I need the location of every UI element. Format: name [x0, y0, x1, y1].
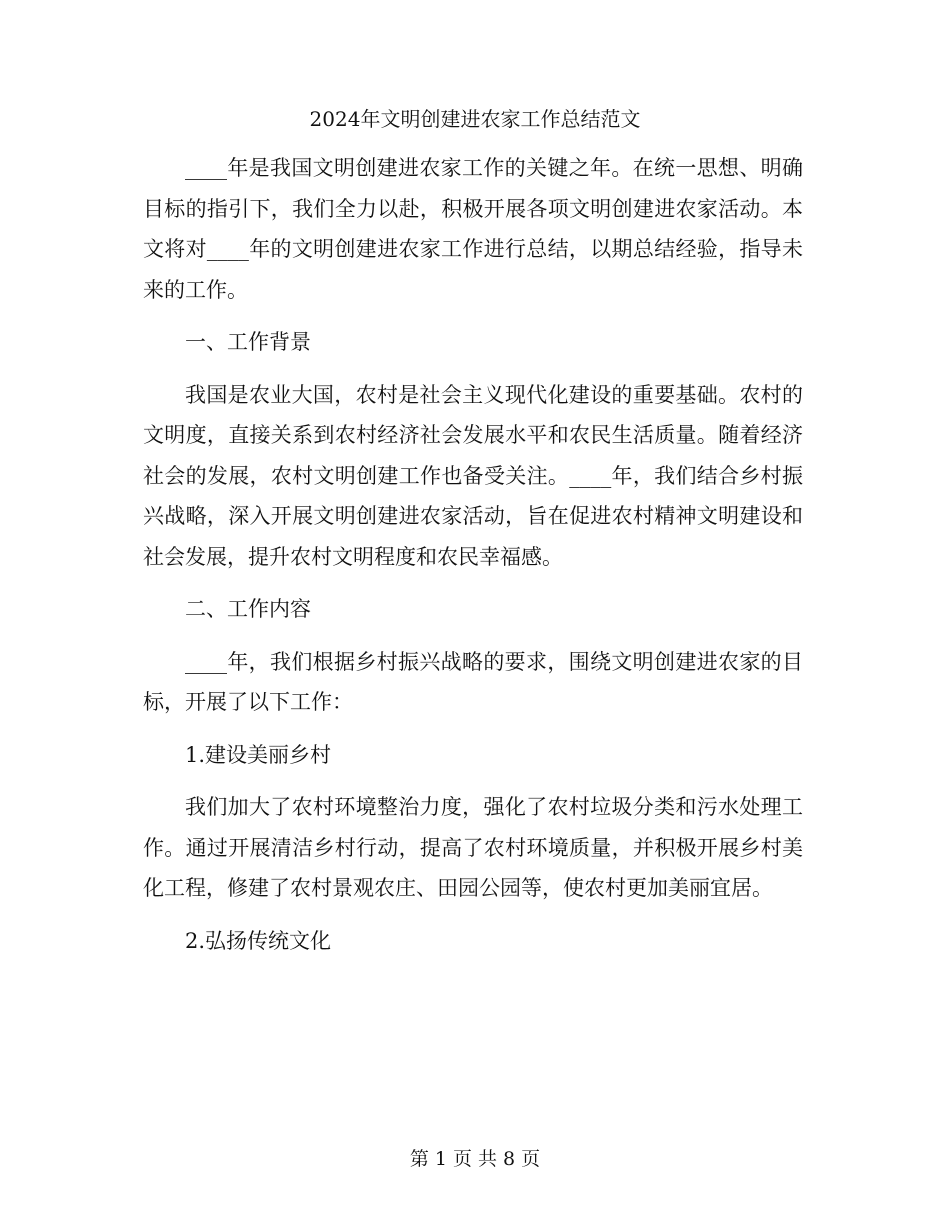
section-heading-background: 一、工作背景 [185, 330, 311, 354]
spacer [143, 630, 803, 642]
spacer [143, 909, 803, 921]
spacer [143, 723, 803, 735]
page-footer: 第 1 页 共 8 页 [409, 1148, 541, 1170]
intro-paragraph: ____年是我国文明创建进农家工作的关键之年。在统一思想、明确目标的指引下，我们全力以赴，积极开展各项文明创建进农家活动。本文将对____年的文明创建进农家工作进行总结，以期总结经验，指导未来的工作。 [143, 156, 803, 302]
beautiful-village-paragraph: 我们加大了农村环境整治力度，强化了农村垃圾分类和污水处理工作。通过开展清洁乡村行动，提高了农村环境质量，并积极开展乡村美化工程，修建了农村景观农庄、田园公园等，使农村更加美丽宜居。 [143, 795, 803, 900]
item-heading-beautiful-village: 1.建设美丽乡村 [185, 742, 332, 767]
item-heading-traditional-culture: 2.弘扬传统文化 [185, 928, 332, 953]
spacer [143, 363, 803, 375]
spacer [143, 775, 803, 787]
content-intro-paragraph: ____年，我们根据乡村振兴战略的要求，围绕文明创建进农家的目标，开展了以下工作： [143, 649, 803, 714]
document-title: 2024年文明创建进农家工作总结范文 [309, 107, 641, 131]
section-heading-content: 二、工作内容 [185, 597, 311, 621]
background-paragraph: 我国是农业大国，农村是社会主义现代化建设的重要基础。农村的文明度，直接关系到农村经济社会发展水平和农民生活质量。随着经济社会的发展，农村文明创建工作也备受关注。____年，我们结合乡村振兴战略，深入开展文明创建进农家活动，旨在促进农村精神文明建设和社会发展，提升农村文明程度和农民幸福感。 [143, 382, 803, 569]
document-body [143, 148, 803, 961]
spacer [143, 577, 803, 589]
spacer [143, 310, 803, 322]
